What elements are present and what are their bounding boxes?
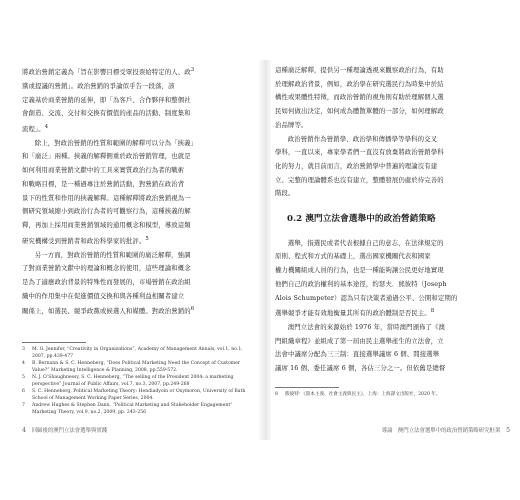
footnote-ref: 5 <box>145 235 149 242</box>
text-line: 階段。 <box>275 189 295 198</box>
footnote-text: B. Bernann & S. C. Henneberg, “Does Political Marketing Need the Concept of Customer Value?” Marketing Intelligence & Planning, 2008, pp.559-572. <box>32 361 241 373</box>
text-line: 選舉，指選民或者代表根據自己的意志，在法律規定的 <box>287 238 444 247</box>
text-line: 黨或提議的營銷」。政治營銷的爭論似乎告一段落，該 <box>22 81 175 90</box>
footnote <box>275 392 509 399</box>
text-line: 學科，一直以來，專家學者們一直沒有放棄將政治營銷學科 <box>275 148 444 157</box>
text-line: 構性或果體性特徵，而政治營銷的視角則有助於理解個人選 <box>275 93 444 102</box>
footnote <box>22 403 252 417</box>
right-footnotes <box>275 387 509 399</box>
text-line: 原則、程式和方式的基礎上，選出國家機關代表和國家 <box>275 252 431 261</box>
text-line: 和戰略目標，是一種過專注於營銷活動，對營銷在政治背 <box>22 179 185 188</box>
text-line: 這種廣泛解釋，提供另一種理論透視來觀察政治行為，有助 <box>275 66 444 74</box>
text-line: Alois Schumpeter）認為只有決策者通過公平、公開和定期的 <box>275 293 458 302</box>
footnote-text: S. C. Henneberg, Political Marketing Theory: Hendiadyoin or Oxymoron, University of Bath School of Management Working Paper Series, 2004. <box>32 389 246 402</box>
text-line: 權力機關組成人員的行為，也是一種能夠讓公民更好地實現 <box>275 266 444 275</box>
text-line: 立、完整的理論體系也沒有建立，整體發展仍處於待完善的 <box>275 175 444 184</box>
left-footnotes <box>22 342 252 417</box>
text-line: 澳門立法會的來源始於 1976 年，當時澳門頒佈了《澳 <box>287 323 446 332</box>
text-line: 關係上，如選民、競爭政黨或候選人和媒體。對政治營銷的 <box>22 307 191 316</box>
left-paragraph-1 <box>22 64 255 137</box>
footnote-number: 8 <box>275 392 278 397</box>
footnote-rule <box>22 342 86 343</box>
footnote-number: 3 <box>22 347 25 352</box>
book-gutter-shadow <box>258 60 272 440</box>
left-page-footer <box>22 426 107 500</box>
footnote-ref: 4 <box>44 123 49 130</box>
right-paragraph-4 <box>275 321 511 376</box>
footnote-text: 熊彼特：《資本主義、社會主義與民主》，上海：上海譯文出版社，2020 年。 <box>285 392 441 397</box>
footnote <box>22 361 252 375</box>
footnote-number: 7 <box>22 403 25 409</box>
right-paragraph-2 <box>275 133 511 202</box>
footnote-text: Andrew Hughes & Stephen Dann, “Political Marketing and Stakeholder Engagement” Marketing Theory, vol.9, no.2, 2009, pp. 243-256 <box>32 403 233 416</box>
right-paragraph-1 <box>275 64 511 133</box>
text-line: 釋，再加上採用商業營銷領域的通用概念和模型，導致這類 <box>22 220 191 229</box>
text-line: 於理解政治背景，例如，政治學在研究選民行為時集中於結 <box>275 79 444 88</box>
text-line: 織中的作用集中在促進價值交換和與各種利益相關者建立 <box>22 291 185 300</box>
footnote-rule <box>275 387 339 388</box>
text-line: 民如何做出決定，如何成為體散單體的一部分，如何理解政 <box>275 107 444 116</box>
text-line: 議席 16 個、委任議席 6 個，各佔三分之一。但依舊是總督 <box>275 364 446 373</box>
footnote <box>22 347 252 361</box>
section-heading: 0.2 澳門立法會選舉中的政治營銷策略 <box>287 214 436 225</box>
text-line: 流程」。 <box>22 125 45 134</box>
footnote <box>22 389 252 403</box>
text-line: 政治營銷作為營銷學、政治學和傳播學等學科的交叉 <box>287 134 438 143</box>
left-paragraph-2 <box>22 137 255 249</box>
text-line: 法會中議席分配為三三制：直接選舉議席 6 個、間接選舉 <box>275 350 440 359</box>
text-line: 選舉競爭才能有效地衡量其所有的政治體制是否民主。 <box>275 309 431 318</box>
text-line: 定義基於商業營銷的延伸，即「為客戶、合作夥伴和整個社 <box>22 95 191 104</box>
footnote-text: M. G. Jennifer, “Creativity in Organizations”, Academy of Management Annals, vol.1, no.1, 2007, pp.439-477 <box>32 347 243 359</box>
right-page-footer <box>382 426 510 500</box>
text-line: 個研究領域縮小到政治行為者的可觀察行為，這種挾義的解 <box>22 207 191 216</box>
right-paragraph-3 <box>275 237 511 321</box>
text-line: 他們自己的政治權利的基本途徑，約瑟夫．熊彼特（Joseph <box>275 279 447 288</box>
text-line: 如何利用商業營銷文獻中的工具來實質政治行為者的戰術 <box>22 166 185 175</box>
page-number: 4 <box>22 427 26 434</box>
footnote-ref: 3 <box>190 67 195 73</box>
text-line: 和「廣泛」兩種。挾義的解釋側重於政治營銷管理，也就是 <box>22 152 191 161</box>
text-line: 另一方面，對政治營銷的性質和範圍的廣泛解釋，強調 <box>34 250 191 259</box>
footnote-ref: 6 <box>190 306 195 313</box>
right-body-text <box>275 64 511 376</box>
text-line: 研究機構受到營銷者和政治科學家的批評。 <box>22 236 146 245</box>
text-line: 了對商業營銷文獻中的理論和概念的使用，這些理論和概念 <box>22 264 191 273</box>
text-line: 治品牌等。 <box>275 120 308 129</box>
text-line: 景下的性質和作用的挾義解釋。這種解釋將政治營銷視為一 <box>22 193 191 202</box>
running-title: 導論 澳門立法會選舉中的政治營銷策略研究框架 <box>381 428 501 434</box>
text-line: 是為了適應政治背景的特殊性而發展的，市場營銷在政治組 <box>22 277 191 286</box>
right-page <box>275 64 511 436</box>
page-number: 5 <box>506 427 510 434</box>
text-line: 除上，對政治營銷的性質和範圍的解釋可以分為「挾義」 <box>34 138 198 147</box>
footnote-number: 4 <box>22 361 25 367</box>
footnote-ref: 8 <box>430 308 435 315</box>
footnote-number: 6 <box>22 389 25 395</box>
text-line: 將政治營銷定義為「旨在影響目標受眾投票給特定的人、政 <box>22 68 191 77</box>
footnote-text: N. J. O’Shaughnessy, S. C. Henneberg, “The selling of the President 2004: a marketing perspective” Journal of Public Affairs, vol.7, no.3, 2007, pp.249-268 <box>32 375 234 387</box>
left-body-text <box>22 64 255 319</box>
footnote-number: 5 <box>22 375 25 381</box>
footnote <box>22 375 252 389</box>
left-paragraph-3 <box>22 249 255 320</box>
text-line: 化的努力，就目前而言，政治營銷學中普遍的理論沒有建 <box>275 161 438 170</box>
text-line: 會創造、交流、交付和交換有價值的產品的活動、制度集和 <box>22 109 191 118</box>
running-title: 回歸後的澳門立法會選舉與實踐 <box>31 428 108 434</box>
text-line: 門組織章程》並組成了第一屆由民主選舉產生的立法會，立 <box>275 336 444 345</box>
